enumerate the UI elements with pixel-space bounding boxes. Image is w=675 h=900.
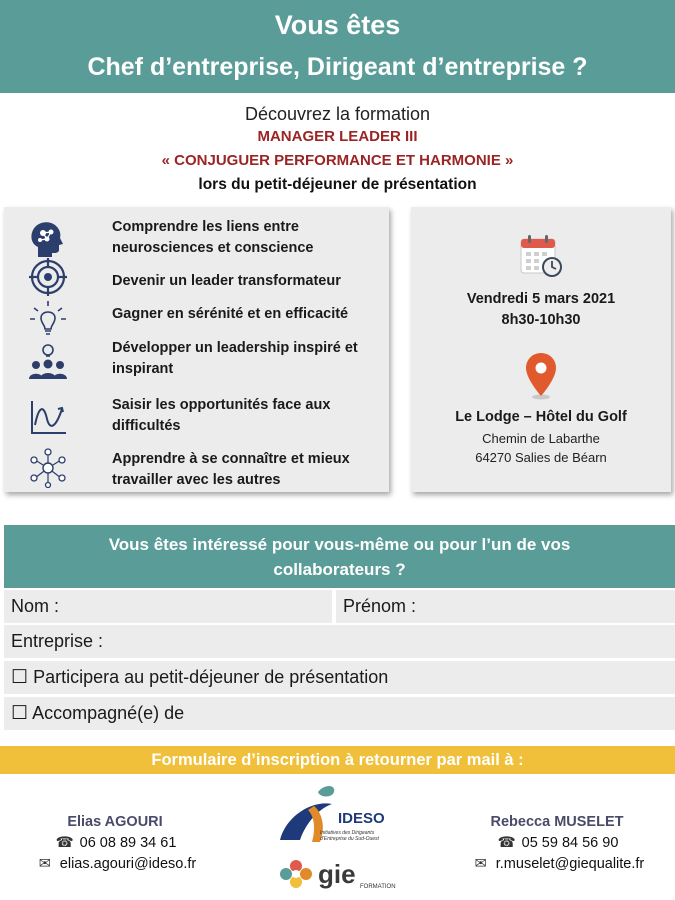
benefit-text: Développer un leadership inspiré et inspirant [112, 340, 358, 377]
form-heading: Vous êtes intéressé pour vous-même ou pour l’un de vos collaborateurs ? [4, 525, 675, 588]
event-venue: Le Lodge – Hôtel du Golf [455, 409, 627, 425]
lightbulb-icon [26, 298, 70, 338]
form-row-option2 [4, 697, 675, 730]
event-street: Chemin de Labarthe [482, 431, 600, 446]
form-row-name [4, 590, 675, 623]
svg-text:d’Entreprise du Sud-Ouest: d’Entreprise du Sud-Ouest [320, 836, 379, 842]
phone-icon: ☎ [55, 835, 74, 851]
contact-email-link[interactable]: r.muselet@giequalite.fr [495, 856, 645, 872]
participation-checkbox[interactable]: ☐ [11, 667, 29, 688]
brain-head-icon [26, 219, 70, 259]
benefit-text: Gagner en sérénité et en efficacité [112, 306, 349, 322]
intro-occasion: lors du petit-déjeuner de présentation [198, 176, 477, 193]
envelope-icon: ✉ [474, 856, 487, 872]
participation-label: Participera au petit-déjeuner de présentation [33, 667, 389, 687]
header-line-2: Chef d’entreprise, Dirigeant d’entreprise ? [87, 53, 588, 81]
contact-name: Elias AGOURI [67, 814, 163, 830]
team-idea-icon [26, 341, 70, 381]
benefits-panel [4, 207, 389, 492]
program-name: MANAGER LEADER III [257, 128, 418, 145]
event-date-block [411, 289, 671, 331]
contact-left [0, 812, 230, 875]
program-subtitle: « CONJUGUER PERFORMANCE ET HARMONIE » [161, 152, 514, 169]
return-banner: Formulaire d’inscription à retourner par mail à : [0, 746, 675, 774]
event-date: Vendredi 5 mars 2021 [466, 291, 616, 307]
benefit-text: Saisir les opportunités face aux difficultés [112, 397, 331, 434]
nom-label: Nom : [11, 596, 60, 616]
svg-text:IDESO: IDESO [338, 810, 385, 827]
ideso-logo [280, 786, 385, 842]
intro-discover: Découvrez la formation [244, 104, 431, 124]
ideso-gie-logo [268, 778, 408, 896]
benefit-text: Comprendre les liens entre neurosciences et conscience [112, 219, 314, 256]
calendar-clock-icon [519, 233, 565, 279]
contact-phone-line: ☎ 06 08 89 34 61 [0, 833, 230, 854]
event-time: 8h30-10h30 [501, 312, 581, 328]
benefit-text: Devenir un leader transformateur [112, 273, 341, 289]
contact-email-line [0, 854, 230, 875]
event-city: 64270 Salies de Béarn [475, 450, 607, 465]
envelope-icon: ✉ [38, 856, 51, 872]
accompanied-label: Accompagné(e) de [32, 703, 185, 723]
target-icon [26, 257, 70, 297]
prenom-label: Prénom : [343, 596, 417, 616]
location-pin-icon [524, 352, 558, 400]
benefit-text: Apprendre à se connaître et mieux travailler avec les autres [112, 451, 350, 488]
entreprise-field[interactable] [4, 625, 675, 658]
contact-phone-line: ☎ 05 59 84 56 90 [442, 833, 672, 854]
gie-logo [280, 859, 396, 890]
prenom-field[interactable] [336, 590, 675, 623]
network-icon [26, 448, 70, 488]
contact-name: Rebecca MUSELET [490, 814, 624, 830]
svg-text:gie: gie [318, 859, 356, 889]
event-address [411, 429, 671, 467]
nom-field[interactable] [4, 590, 332, 623]
svg-text:FORMATION: FORMATION [360, 884, 396, 890]
intro-block [0, 103, 675, 197]
svg-text:Initiatives des Dirigeants: Initiatives des Dirigeants [320, 830, 375, 836]
event-panel [411, 207, 671, 492]
contact-right [442, 812, 672, 875]
form-row-option1 [4, 661, 675, 694]
entreprise-label: Entreprise : [11, 631, 104, 651]
header-banner [0, 0, 675, 93]
contact-email-link[interactable]: elias.agouri@ideso.fr [59, 856, 197, 872]
phone-icon: ☎ [497, 835, 516, 851]
chart-curve-icon [26, 397, 70, 437]
contact-email-line [442, 854, 672, 875]
accompanied-checkbox[interactable]: ☐ [11, 703, 29, 724]
header-line-1: Vous êtes [274, 10, 401, 40]
partner-logos [268, 778, 408, 896]
